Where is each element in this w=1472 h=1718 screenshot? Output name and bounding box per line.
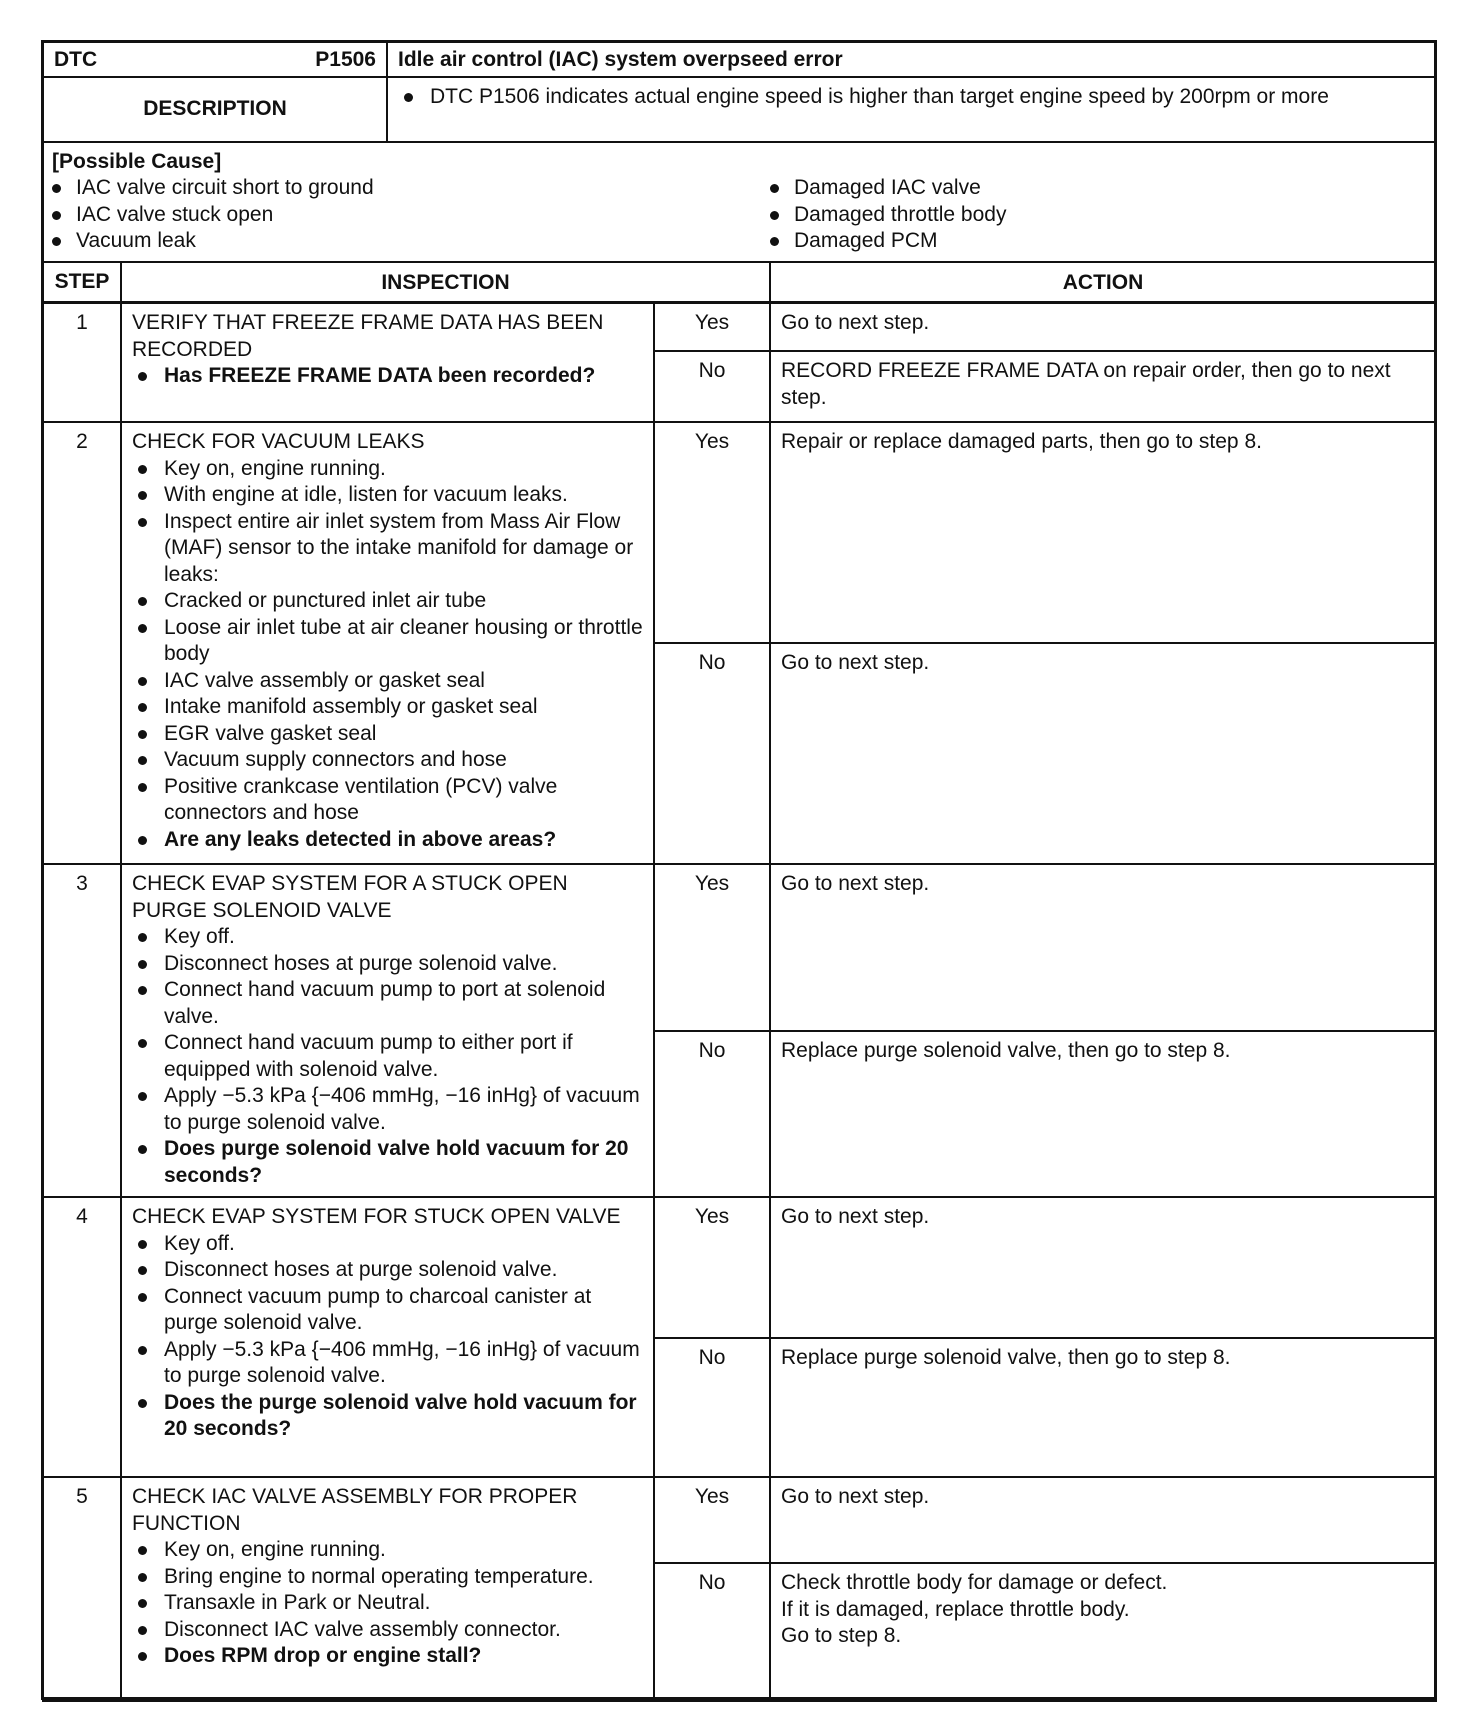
inspection-item: Connect vacuum pump to charcoal canister at purge solenoid valve.: [132, 1284, 647, 1337]
no-action: Replace purge solenoid valve, then go to step 8.: [769, 1337, 1437, 1478]
no-action: Replace purge solenoid valve, then go to step 8.: [769, 1030, 1437, 1198]
inspection-item: Bring engine to normal operating temperature.: [132, 1564, 647, 1591]
inspection-item: Loose air inlet tube at air cleaner housing or throttle body: [132, 615, 647, 668]
inspection-item: Has FREEZE FRAME DATA been recorded?: [132, 363, 647, 390]
inspection-cell: [120, 1476, 655, 1702]
step-number: 4: [42, 1196, 122, 1478]
description-label-text: DESCRIPTION: [143, 97, 287, 121]
possible-cause-item: Damaged PCM: [764, 228, 1362, 255]
yes-action: Go to next step.: [769, 863, 1437, 1032]
no-label: No: [653, 350, 771, 423]
inspection-item: Key on, engine running.: [132, 1537, 647, 1564]
inspection-item: Intake manifold assembly or gasket seal: [132, 694, 647, 721]
inspection-item: Connect hand vacuum pump to either port if equipped with solenoid valve.: [132, 1030, 647, 1083]
inspection-cell: [120, 421, 655, 865]
inspection-item: Disconnect hoses at purge solenoid valve.: [132, 951, 647, 978]
column-header-step: STEP: [42, 261, 122, 303]
description-text: DTC P1506 indicates actual engine speed is higher than target engine speed by 200rpm or more: [398, 84, 1425, 111]
inspection-item: Vacuum supply connectors and hose: [132, 747, 647, 774]
no-action: Check throttle body for damage or defect. If it is damaged, replace throttle body. Go to step 8.: [769, 1562, 1437, 1702]
inspection-cell: [120, 302, 655, 423]
no-label: No: [653, 642, 771, 865]
dtc-code: P1506: [315, 48, 376, 71]
yes-action: Go to next step.: [769, 302, 1437, 352]
step-title: CHECK EVAP SYSTEM FOR A STUCK OPEN PURGE SOLENOID VALVE: [132, 872, 568, 922]
inspection-item: Connect hand vacuum pump to port at solenoid valve.: [132, 977, 647, 1030]
inspection-item: Apply −5.3 kPa {−406 mmHg, −16 inHg} of vacuum to purge solenoid valve.: [132, 1337, 647, 1390]
inspection-item: Key off.: [132, 924, 647, 951]
yes-label: Yes: [653, 863, 771, 1032]
inspection-item: Disconnect IAC valve assembly connector.: [132, 1617, 647, 1644]
column-header-action: ACTION: [769, 261, 1437, 303]
inspection-item: Does RPM drop or engine stall?: [132, 1643, 647, 1670]
inspection-item: Disconnect hoses at purge solenoid valve.: [132, 1257, 647, 1284]
yes-label: Yes: [653, 302, 771, 352]
inspection-cell: [120, 1196, 655, 1478]
step-title: CHECK IAC VALVE ASSEMBLY FOR PROPER FUNCTION: [132, 1485, 578, 1535]
dtc-label: DTC: [54, 48, 98, 71]
step-number: 5: [42, 1476, 122, 1702]
inspection-item: Apply −5.3 kPa {−406 mmHg, −16 inHg} of vacuum to purge solenoid valve.: [132, 1083, 647, 1136]
possible-cause-item: Vacuum leak: [46, 228, 644, 255]
inspection-cell: [120, 863, 655, 1198]
yes-label: Yes: [653, 1476, 771, 1564]
step-title: CHECK EVAP SYSTEM FOR STUCK OPEN VALVE: [132, 1205, 621, 1228]
yes-label: Yes: [653, 421, 771, 644]
inspection-item: Transaxle in Park or Neutral.: [132, 1590, 647, 1617]
inspection-item: Key off.: [132, 1231, 647, 1258]
no-action: Go to next step.: [769, 642, 1437, 865]
inspection-item: IAC valve assembly or gasket seal: [132, 668, 647, 695]
possible-cause-section: [42, 141, 1437, 263]
possible-cause-item: IAC valve circuit short to ground: [46, 175, 644, 202]
step-number: 1: [42, 302, 122, 423]
dtc-title: Idle air control (IAC) system overpseed error: [386, 41, 1437, 78]
column-header-inspection: INSPECTION: [120, 261, 771, 303]
inspection-item: Positive crankcase ventilation (PCV) valve connectors and hose: [132, 774, 647, 827]
step-number: 3: [42, 863, 122, 1198]
yes-label: Yes: [653, 1196, 771, 1339]
inspection-item: With engine at idle, listen for vacuum leaks.: [132, 482, 647, 509]
description-label: [42, 76, 388, 143]
inspection-item: Inspect entire air inlet system from Mass Air Flow (MAF) sensor to the intake manifold for damage or leaks:: [132, 509, 647, 589]
inspection-item: Key on, engine running.: [132, 456, 647, 483]
inspection-item: EGR valve gasket seal: [132, 721, 647, 748]
description-cell: [386, 76, 1437, 143]
no-action: RECORD FREEZE FRAME DATA on repair order, then go to next step.: [769, 350, 1437, 423]
inspection-item: Does purge solenoid valve hold vacuum for 20 seconds?: [132, 1136, 647, 1189]
no-label: No: [653, 1030, 771, 1198]
possible-cause-item: Damaged throttle body: [764, 202, 1362, 229]
step-number: 2: [42, 421, 122, 865]
inspection-item: Are any leaks detected in above areas?: [132, 827, 647, 854]
possible-cause-item: IAC valve stuck open: [46, 202, 644, 229]
yes-action: Repair or replace damaged parts, then go to step 8.: [769, 421, 1437, 644]
causes-left: [44, 175, 644, 255]
yes-action: Go to next step.: [769, 1476, 1437, 1564]
inspection-item: Does the purge solenoid valve hold vacuum for 20 seconds?: [132, 1390, 647, 1443]
possible-cause-label: [Possible Cause]: [52, 150, 222, 173]
inspection-item: Cracked or punctured inlet air tube: [132, 588, 647, 615]
step-title: VERIFY THAT FREEZE FRAME DATA HAS BEEN RECORDED: [132, 311, 604, 361]
causes-right: [762, 175, 1362, 255]
step-title: CHECK FOR VACUUM LEAKS: [132, 430, 425, 453]
no-label: No: [653, 1337, 771, 1478]
dtc-cell: [42, 41, 388, 78]
yes-action: Go to next step.: [769, 1196, 1437, 1339]
no-label: No: [653, 1562, 771, 1702]
possible-cause-item: Damaged IAC valve: [764, 175, 1362, 202]
